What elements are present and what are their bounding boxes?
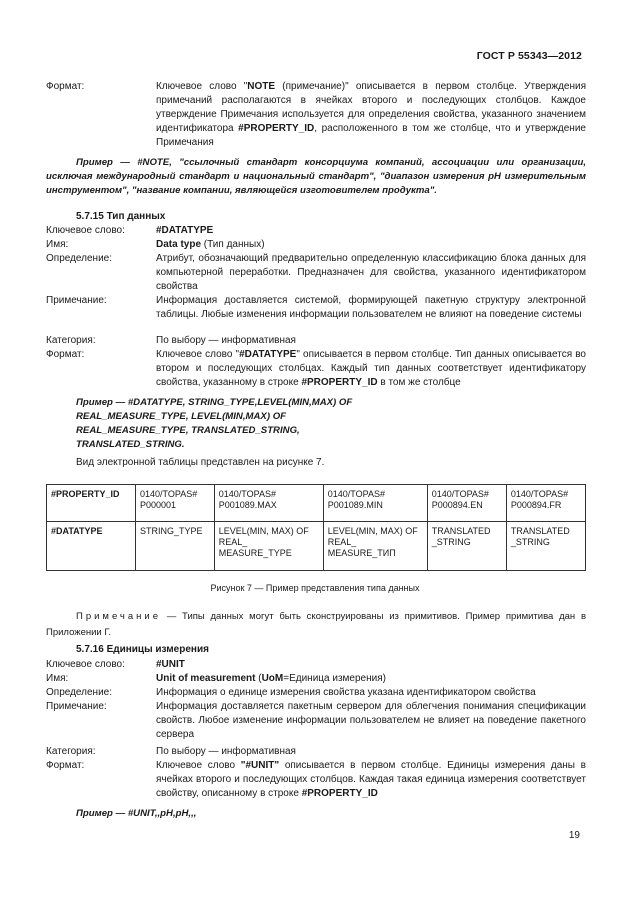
page-number: 19 xyxy=(568,830,580,841)
example-line: TRANSLATED_STRING. xyxy=(76,439,185,450)
format-value: Ключевое слово "#DATATYPE" описывается в первом столбце. Тип данных описывается во втором и последующих столбцах. Каждый тип данных соответствует идентификатору свойства, указанному в строке #PROPERTY_ID в том же столбце xyxy=(156,349,586,388)
example-line: Пример — #DATATYPE, STRING_TYPE,LEVEL(MIN,MAX) OF xyxy=(76,397,353,408)
section-title-datatype: 5.7.15 Тип данных xyxy=(76,211,166,222)
table-cell: STRING_TYPE xyxy=(136,522,215,571)
definition-value: Атрибут, обозначающий предварительно определенную классификацию блока данных для компьютерной переработки. Предназначен для свойства, указанного идентификатором свойства xyxy=(156,253,586,292)
name-value: Data type (Тип данных) xyxy=(156,239,265,250)
datatype-example xyxy=(76,396,476,452)
unit-example: Пример — #UNIT,,pH,pH,,, xyxy=(76,808,197,819)
name-label: Имя: xyxy=(46,239,69,250)
remark-label: Примечание: xyxy=(46,701,107,712)
table-cell: 0140/TOPAS# P001089.MAX xyxy=(214,485,323,522)
keyword-value: #UNIT xyxy=(156,659,185,670)
table-cell: 0140/TOPAS# P000894.EN xyxy=(427,485,506,522)
keyword-label: Ключевое слово: xyxy=(46,225,125,236)
note-example: Пример — #NOTE, "ссылочный стандарт консорциума компаний, ассоциации или организации, исключая международный стандарт и национальный стандарт", "диапазон измерения рН измерительным инструментом", "название компании, являющейся изготовителем продукта". xyxy=(46,157,586,196)
datatype-table xyxy=(46,484,586,571)
remark-value: Информация доставляется пакетным сервером для облегчения понимания спецификации свойств. Любое изменение информации пользователем не влияет на поведение пакетного сервера xyxy=(156,701,586,740)
table-cell: #DATATYPE xyxy=(47,522,136,571)
figure-reference: Вид электронной таблицы представлен на рисунке 7. xyxy=(76,457,325,468)
document-code-header: ГОСТ Р 55343—2012 xyxy=(476,50,582,62)
note-paragraph: Примечание — Типы данных могут быть сконструированы из примитивов. Пример примитива дан в Приложении Г. xyxy=(46,611,586,638)
example-line: REAL_MEASURE_TYPE, TRANSLATED_STRING, xyxy=(76,425,300,436)
category-value: По выбору — информативная xyxy=(156,746,296,757)
note-format-row xyxy=(46,80,586,150)
table-cell: LEVEL(MIN, MAX) OF REAL_ MEASURE_ТИП xyxy=(323,522,427,571)
figure-caption: Рисунок 7 — Пример представления типа данных xyxy=(210,583,420,593)
remark-label: Примечание: xyxy=(46,295,107,306)
table-cell: TRANSLATED _STRING xyxy=(427,522,506,571)
format-value: Ключевое слово "#UNIT" описывается в первом столбце. Единицы измерения даны в ячейках второго и последующих столбцов. Каждая такая единица измерения соответствует свойству, описанному в строке #PROPERTY_ID xyxy=(156,760,586,799)
definition-label: Определение: xyxy=(46,687,113,698)
name-value: Unit of measurement (UoM=Единица измерения) xyxy=(156,673,386,684)
format-label: Формат: xyxy=(46,760,85,771)
table-cell: TRANSLATED _STRING xyxy=(506,522,585,571)
remark-value: Информация доставляется системой, формирующей пакетную структуру электронной таблицы. Любые изменения информации пользователем не влияют на поведение системы xyxy=(156,295,586,320)
category-label: Категория: xyxy=(46,335,96,346)
table-cell: LEVEL(MIN, MAX) OF REAL_ MEASURE_TYPE xyxy=(214,522,323,571)
format-label: Формат: xyxy=(46,81,85,92)
keyword-value: #DATATYPE xyxy=(156,225,214,236)
section-title-unit: 5.7.16 Единицы измерения xyxy=(76,644,209,655)
definition-value: Информация о единице измерения свойства указана идентификатором свойства xyxy=(156,687,536,698)
table-cell: 0140/TOPAS# P000001 xyxy=(136,485,215,522)
example-line: REAL_MEASURE_TYPE, LEVEL(MIN,MAX) OF xyxy=(76,411,287,422)
format-label: Формат: xyxy=(46,349,85,360)
definition-label: Определение: xyxy=(46,253,113,264)
format-value: Ключевое слово "NOTE (примечание)" описывается в первом столбце. Утверждения примечаний располагаются в ячейках второго и последующих столбцов. Каждое утверждение Примечания используется для определения свойства, указанного значением идентификатора #PROPERTY_ID, расположенного в том же столбце, что и утверждение Примечания xyxy=(156,81,586,148)
table-cell: #PROPERTY_ID xyxy=(47,485,136,522)
name-label: Имя: xyxy=(46,673,69,684)
table-row xyxy=(47,522,586,571)
table-cell: 0140/TOPAS# P001089.MIN xyxy=(323,485,427,522)
table-row xyxy=(47,485,586,522)
category-label: Категория: xyxy=(46,746,96,757)
table-cell: 0140/TOPAS# P000894.FR xyxy=(506,485,585,522)
category-value: По выбору — информативная xyxy=(156,335,296,346)
keyword-label: Ключевое слово: xyxy=(46,659,125,670)
